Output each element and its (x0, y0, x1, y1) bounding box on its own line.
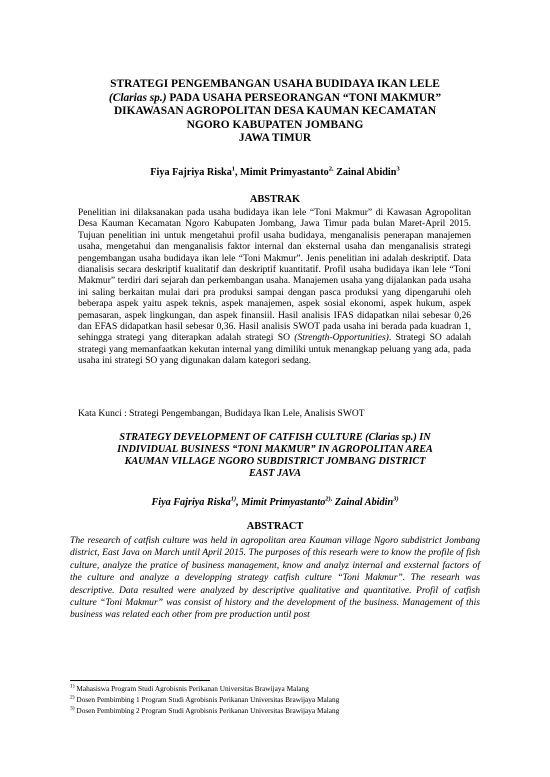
footnotes (70, 684, 490, 716)
authors-english (70, 497, 480, 509)
author-en-1: Fiya Fajriya Riska (151, 497, 231, 508)
abstrak-heading: ABSTRAK (249, 194, 301, 205)
footnote-3-text: Dosen Pembimbing 2 Program Studi Agrobisnis Perikanan Universitas Brawijaya Malang (74, 705, 340, 715)
title-en-line-3: KAUMAN VILLAGE NGORO SUBDISTRICT JOMBANG DISTRICT (124, 456, 426, 467)
abstract-body (70, 535, 480, 622)
title-line-1: STRATEGI PENGEMBANGAN USAHA BUDIDAYA IKAN LELE (110, 78, 440, 90)
footnote-2-text: Dosen Pembimbing 1 Program Studi Agrobisnis Perikanan Universitas Brawijaya Malang (74, 694, 340, 704)
title-line-4: NGORO KABUPATEN JOMBANG (186, 118, 364, 131)
abstrak-body (78, 207, 471, 367)
footnote-2 (70, 695, 490, 706)
title-en-line-4: EAST JAVA (249, 468, 301, 479)
author-en-2: , Mimit Primyastanto (236, 497, 326, 508)
author-2-mark: 2, (328, 165, 334, 173)
abstrak-text-end: . Strategi SO adalah strategi yang memanfaatkan kekutan internal yang dimiliki untuk menangkap peluang yang ada, pada usaha ini strategi SO yang digunakan dalam kategori sedang. (78, 332, 471, 367)
author-1: Fiya Fajriya Riska (150, 167, 232, 178)
footnote-2-mark: 2) (70, 694, 75, 701)
footnote-1-text: Mahasiswa Program Studi Agrobisnis Perikanan Universitas Brawijaya Malang (74, 684, 309, 693)
title-en-line-2: INDIVIDUAL BUSINESS “TONI MAKMUR” IN AGROPOLITAN AREA (117, 444, 433, 455)
abstrak-italic-term: (Strength-Opportunities) (294, 332, 389, 344)
footnote-1 (70, 684, 490, 695)
title-line-2-rest: PADA USAHA PERSEORANGAN “TONI MAKMUR” (166, 91, 442, 104)
title-line-5: JAWA TIMUR (238, 132, 312, 145)
abstrak-paragraph (78, 207, 471, 367)
author-en-3-mark: 3) (393, 495, 399, 503)
author-2: , Mimit Primyastanto (235, 167, 329, 178)
title-line-3: DIKAWASAN AGROPOLITAN DESA KAUMAN KECAMATAN (113, 105, 437, 118)
footnote-3-mark: 3) (70, 705, 75, 712)
author-en-1-mark: 1) (230, 495, 237, 503)
author-en-2-mark: 2), (325, 495, 333, 503)
species-name: (Clarias sp.) (108, 91, 167, 104)
footnote-divider (70, 680, 210, 681)
keywords: Kata Kunci : Strategi Pengembangan, Budidaya Ikan Lele, Analisis SWOT (78, 408, 365, 419)
footnote-3 (70, 706, 490, 717)
abstract-paragraph: The research of catfish culture was held in agropolitan area Kauman village Ngoro subdistrict Jombang district, East Java on March until April 2015. The purposes of this researh were to know the profile of fish culture, analyze the pratice of business management, know and analyz internal and exsternal factors of the culture and analyze a developping strategy catfish culture “Toni Makmur”. The researh was descriptive. Data resulted were analyzed by descriptive qualitative and quantitative. Profil of catfish culture “Toni Makmur” was consist of history and the development of the business. Management of this business was related each other from pre production until post (70, 535, 480, 621)
author-3: Zainal Abidin (333, 167, 397, 178)
paper-title-english (70, 432, 480, 480)
authors-indonesian (70, 167, 480, 179)
footnote-1-mark: 1) (70, 683, 75, 690)
author-3-mark: 3 (396, 165, 400, 173)
abstrak-text: Penelitian ini dilaksanakan pada usaha budidaya ikan lele “Toni Makmur” di Kawasan Agropolitan Desa Kauman Kecamatan Ngoro Kabupaten Jombang, Jawa Timur pada bulan Maret-April 2015. Tujuan penelitian ini untuk mengetahui profil usaha budidaya, menganalisis penerapan manajemen usaha, mengetahui dan menganalisis faktor internal dan eksternal usaha dan menganalisis strategi pengembangan usaha budidaya ikan lele “Toni Makmur”. Jenis penelitian ini adalah deskriptif. Data dianalisis secara deskriptif kualitatif dan deskriptif kuantitatif. Profil usaha budidaya ikan lele “Toni Makmur” terdiri dari sejarah dan perkembangan usaha. Manajemen usaha yang dijalankan pada usaha ini saling berkaitan mulai dari pra produksi sampai dengan pasca produksi yang dipengaruhi oleh beberapa aspek yaitu aspek teknis, aspek manajemen, aspek sosial ekonomi, aspek hukum, aspek pemasaran, aspek lingkungan, dan aspek finansiil. Hasil analisis IFAS didapatkan nilai sebesar 0,26 dan EFAS didapatkan hasil sebesar 0,36. Hasil analisis SWOT pada usaha ini berada pada kuadran 1, sehingga strategi yang diterapkan adalah strategi SO (78, 207, 471, 344)
abstract-heading: ABSTRACT (246, 521, 304, 532)
paper-title-indonesian (70, 78, 480, 146)
author-en-3: Zainal Abidin (332, 497, 394, 508)
title-en-line-1: STRATEGY DEVELOPMENT OF CATFISH CULTURE (Clarias sp.) IN (119, 432, 431, 443)
author-1-mark: 1 (231, 165, 236, 173)
title-line-2 (70, 92, 480, 106)
